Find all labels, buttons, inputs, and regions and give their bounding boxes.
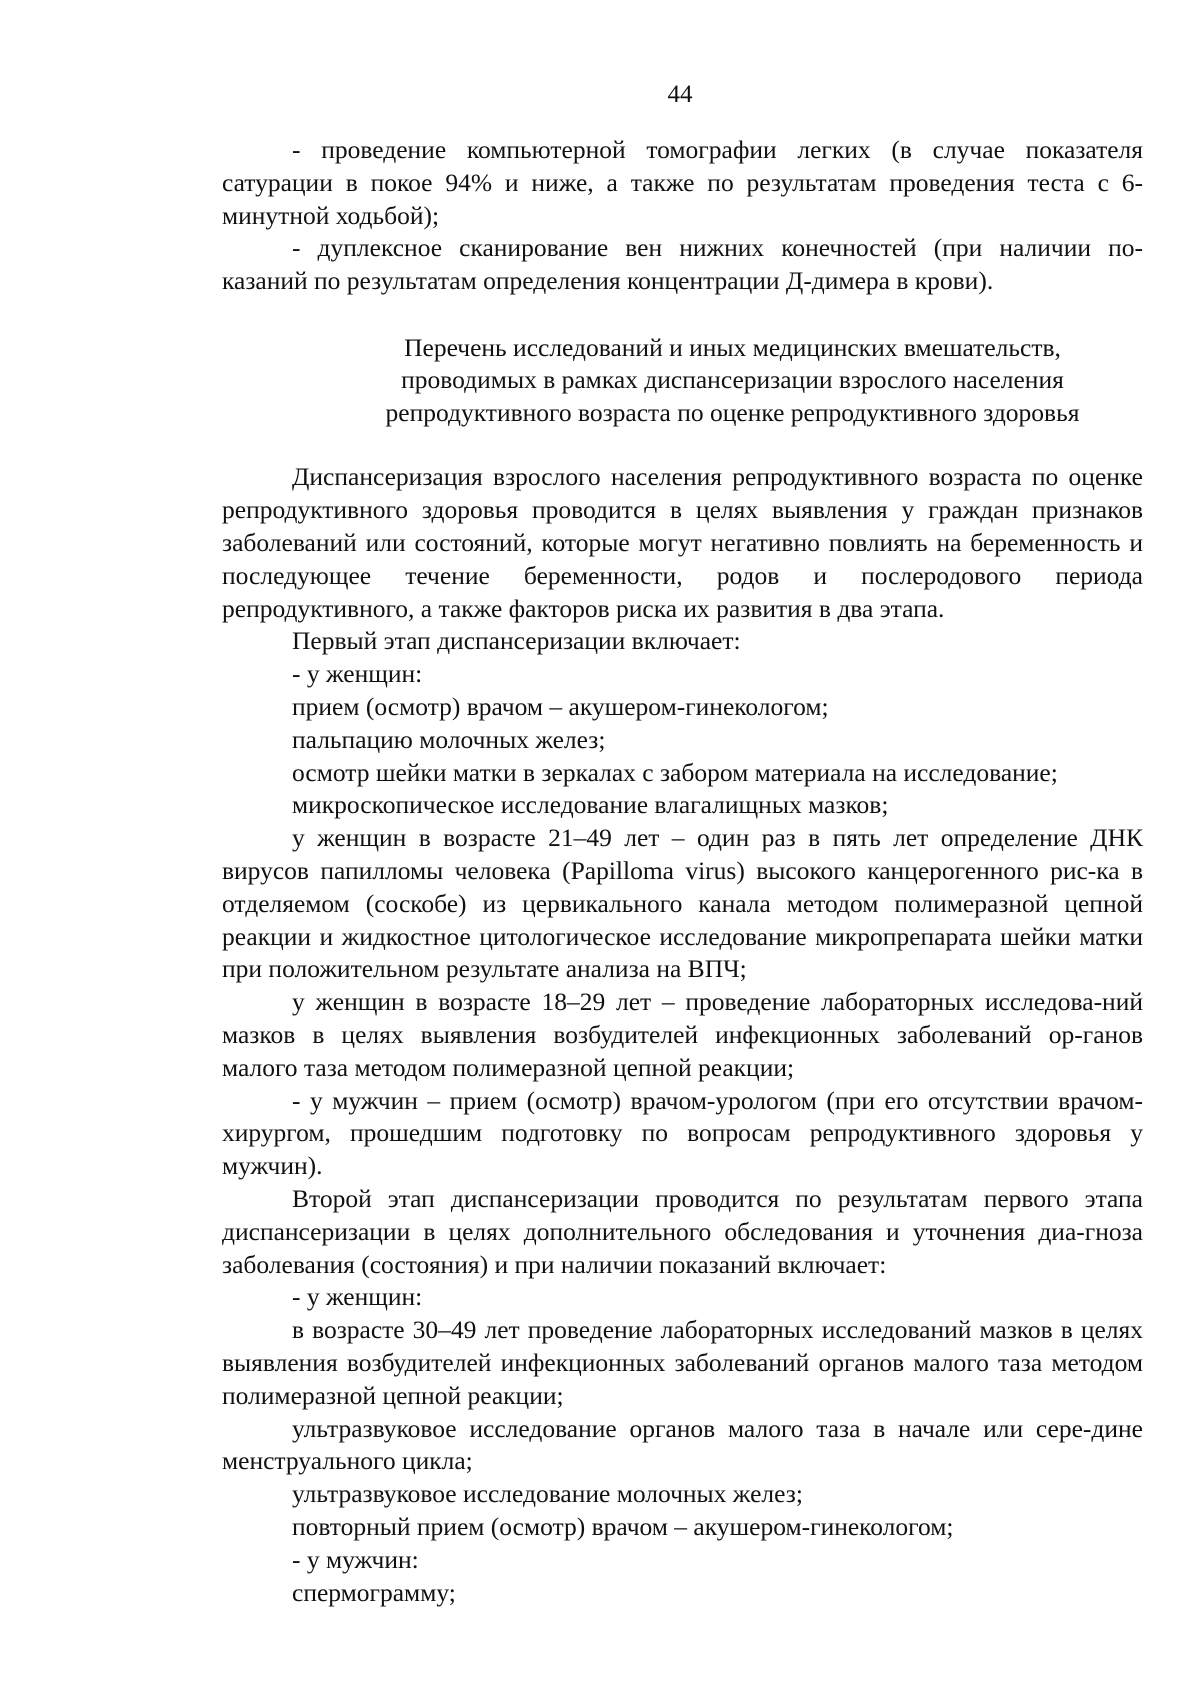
paragraph-stage2-intro: Второй этап диспансеризации проводится по результатам первого этапа диспансеризации в целях дополнительного обследования и уточнения диа-гноза заболевания (состояния) и при наличии показаний включает:: [222, 1184, 1143, 1279]
paragraph-hpv: у женщин в возрасте 21–49 лет – один раз в пять лет определение ДНК вирусов папилломы человека (Papilloma virus) высокого канцерогенного рис-ка в отделяемом (соскобе) из цервикального канала методом полимеразной цепной реакции и жидкостное цитологическое исследование микропрепарата шейки матки при положительном результате анализа на ВПЧ;: [222, 823, 1143, 984]
paragraph-30-49: в возрасте 30–49 лет проведение лабораторных исследований мазков в целях выявления возбудителей инфекционных заболеваний органов малого таза методом полимеразной цепной реакции;: [222, 1315, 1143, 1410]
stage2-men-label: - у мужчин:: [292, 1544, 419, 1574]
document-body: [222, 134, 1143, 1609]
list-item: спермограмму;: [292, 1577, 456, 1607]
list-item: пальпацию молочных желез;: [292, 724, 606, 754]
stage2-women-label: - у женщин:: [292, 1282, 423, 1312]
list-item: осмотр шейки матки в зеркалах с забором материала на исследование;: [292, 757, 1058, 787]
stage1-women-label: - у женщин:: [292, 659, 423, 689]
section-heading: [222, 332, 1143, 430]
heading-line: Перечень исследований и иных медицинских вмешательств,: [404, 332, 1061, 362]
paragraph-ct-scan: - проведение компьютерной томографии легких (в случае показателя сатурации в покое 94% и ниже, а также по результатам проведения теста с 6-минутной ходьбой);: [222, 135, 1143, 230]
paragraph-intro: Диспансеризация взрослого населения репродуктивного возраста по оценке репродуктивного здоровья проводится в целях выявления у граждан признаков заболеваний или состояний, которые могут негативно повлиять на беременность и последующее течение беременности, родов и послеродового периода репродуктивного, а также факторов риска их развития в два этапа.: [222, 462, 1143, 623]
heading-line: репродуктивного возраста по оценке репродуктивного здоровья: [385, 397, 1080, 427]
paragraph-18-29: у женщин в возрасте 18–29 лет – проведение лабораторных исследова-ний мазков в целях выявления возбудителей инфекционных заболеваний ор-ганов малого таза методом полимеразной цепной реакции;: [222, 987, 1143, 1082]
list-item: микроскопическое исследование влагалищных мазков;: [292, 790, 889, 820]
heading-line: проводимых в рамках диспансеризации взрослого населения: [401, 365, 1064, 395]
stage1-title: Первый этап диспансеризации включает:: [292, 626, 741, 656]
paragraph-duplex-scan: - дуплексное сканирование вен нижних конечностей (при наличии по-казаний по результатам определения концентрации Д-димера в крови).: [222, 233, 1143, 296]
paragraph-ultrasound-pelvis: ультразвуковое исследование органов малого таза в начале или сере-дине менструального цикла;: [222, 1413, 1143, 1476]
list-item: прием (осмотр) врачом – акушером-гинекологом;: [292, 692, 829, 722]
page-number: 44: [667, 81, 693, 108]
list-item: ультразвуковое исследование молочных желез;: [292, 1479, 803, 1509]
paragraph-men-stage1: - у мужчин – прием (осмотр) врачом-урологом (при его отсутствии врачом-хирургом, прошедшим подготовку по вопросам репродуктивного здоровья у мужчин).: [222, 1085, 1143, 1181]
list-item: повторный прием (осмотр) врачом – акушером-гинекологом;: [292, 1511, 954, 1541]
